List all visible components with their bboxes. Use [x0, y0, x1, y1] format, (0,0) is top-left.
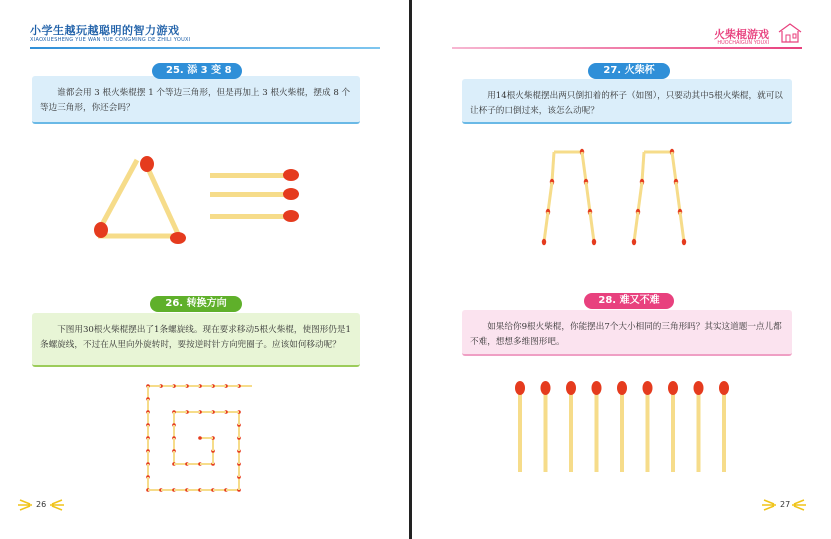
page-number: 26 — [36, 500, 47, 509]
upright-match — [569, 388, 573, 472]
cup-match — [672, 152, 676, 182]
upright-match — [544, 388, 548, 472]
house-icon — [777, 22, 803, 44]
upright-match — [595, 388, 599, 472]
match-head — [668, 381, 678, 395]
upright-match — [671, 388, 675, 472]
page-number: 27 — [780, 500, 791, 509]
left-page — [0, 0, 410, 539]
puzzle-27-title: 27. 火柴杯 — [588, 63, 670, 79]
match-head — [566, 381, 576, 395]
cup-match — [634, 212, 638, 242]
puzzle-26-title: 26. 转换方向 — [150, 296, 242, 312]
cup-match — [676, 182, 680, 212]
match-head — [694, 381, 704, 395]
cup-match — [680, 212, 684, 242]
cup-match — [548, 182, 552, 212]
cup-match — [586, 182, 590, 212]
match-head — [632, 239, 636, 245]
puzzle-28-title: 28. 难又不难 — [584, 293, 674, 309]
cup-match — [552, 152, 554, 182]
puzzle-28-text: 如果给你9根火柴棍，你能摆出7个大小相同的三角形吗？其实这道题一点儿都不难，想想多维图形吧。 — [462, 310, 792, 356]
header-rule — [30, 47, 380, 49]
sparkle-icon — [18, 498, 34, 512]
book-title-pinyin: XIAOXUESHENG YUE WAN YUE CONGMING DE ZHILI YOUXI — [30, 37, 191, 43]
upright-match — [722, 388, 726, 472]
three-loose-matches — [210, 169, 299, 222]
sparkle-icon — [790, 498, 806, 512]
sparkle-icon — [48, 498, 64, 512]
triangle-matches — [94, 156, 186, 244]
upright-match — [646, 388, 650, 472]
cup-match — [582, 152, 586, 182]
upright-match — [697, 388, 701, 472]
puzzle-27-text: 用14根火柴棍摆出两只倒扣着的杯子（如图），只要动其中5根火柴棍，就可以让杯子的口倒过来，该怎么动呢？ — [462, 79, 792, 124]
sparkle-icon — [762, 498, 778, 512]
puzzle-25-text: 谁都会用 3 根火柴棍摆 1 个等边三角形，但是再加上 3 根火柴棍，摆成 8 个等边三角形，你还会吗？ — [32, 76, 360, 124]
puzzle-26-text: 下图用30根火柴棍摆出了1条螺旋线。现在要求移动5根火柴棍，使图形仍是1条螺旋线，不过在从里向外旋转时，要按逆时针方向兜圈子。应该如何移动呢？ — [32, 313, 360, 367]
match-head — [515, 381, 525, 395]
match-head — [617, 381, 627, 395]
section-title: 火柴棍游戏 — [714, 28, 769, 41]
match-head — [541, 381, 551, 395]
match-head — [592, 381, 602, 395]
header-rule — [452, 47, 802, 49]
match-head — [592, 239, 596, 245]
match-head — [198, 436, 202, 440]
puzzle-25-figure — [90, 150, 310, 250]
book-title: 小学生越玩越聪明的智力游戏 — [30, 24, 180, 37]
match-head — [643, 381, 653, 395]
upright-match — [518, 388, 522, 472]
puzzle-28-matches-figure — [512, 378, 752, 474]
section-title-pinyin: HUOCHAIGUN YOUXI — [717, 40, 769, 46]
upright-match — [620, 388, 624, 472]
puzzle-26-spiral-figure — [140, 378, 260, 498]
cup-match — [544, 212, 548, 242]
cup-match — [638, 182, 642, 212]
right-page — [412, 0, 831, 539]
match-head — [542, 239, 546, 245]
puzzle-25-title: 25. 添 3 变 8 — [152, 63, 242, 79]
match-head — [719, 381, 729, 395]
match-head — [682, 239, 686, 245]
puzzle-27-cups-figure — [532, 146, 712, 250]
cup-match — [590, 212, 594, 242]
cup-match — [642, 152, 644, 182]
